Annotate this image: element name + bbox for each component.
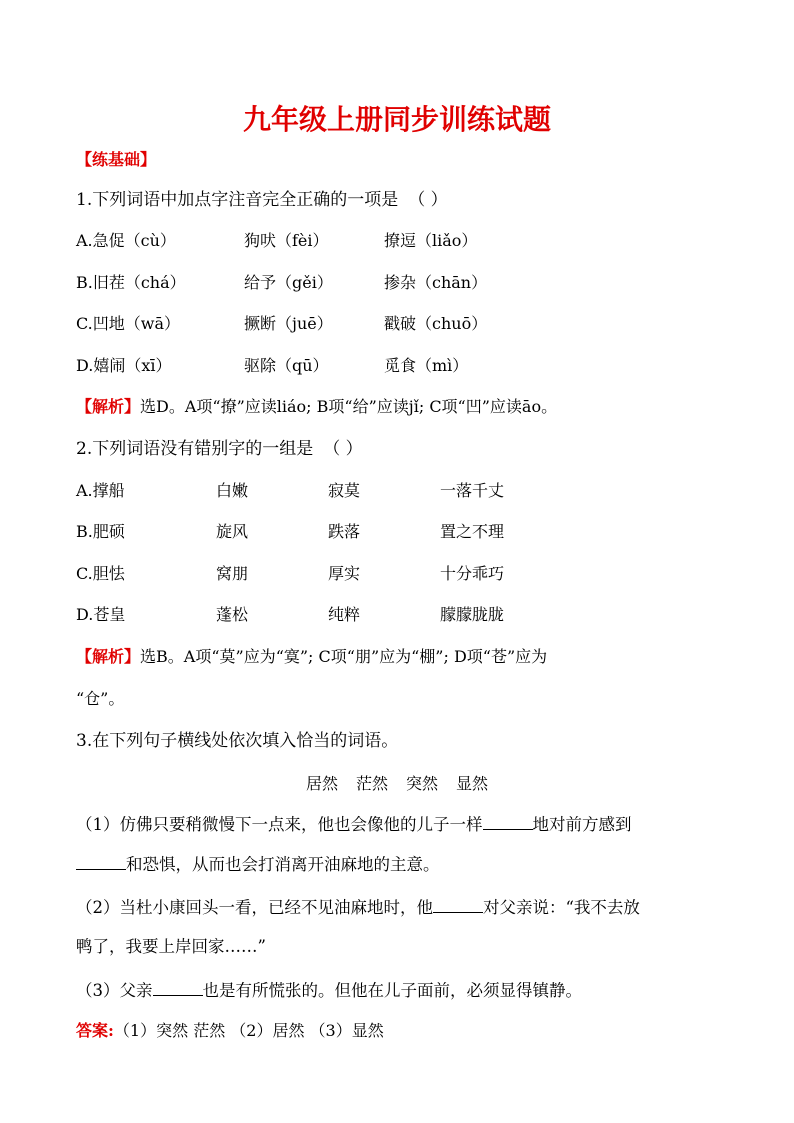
- sentence-1-part-b: 地对前方感到: [532, 815, 632, 834]
- q2-option-c-1: C.胆怯: [76, 564, 125, 583]
- sentence-3-part-a: （3）父亲: [76, 981, 153, 1000]
- fill-blank[interactable]: [433, 896, 483, 913]
- q2-option-b-1: B.肥硕: [76, 522, 125, 541]
- answer-paren: （ ）: [408, 190, 448, 210]
- sentence-1-part-c: 和恐惧，从而也会打消离开油麻地的主意。: [126, 855, 440, 874]
- q1-option-b-3: 掺杂（chān）: [384, 273, 488, 292]
- sentence-2-cont: 鸭了，我要上岸回家……”: [76, 937, 266, 956]
- q2-analysis: [76, 646, 547, 668]
- analysis-label: 【解析】: [76, 647, 141, 666]
- q1-option-d-3: 觅食（mì）: [384, 356, 469, 375]
- sentence-3: [76, 979, 582, 1002]
- answer-label: 答案:: [76, 1021, 114, 1040]
- q2-option-d-1: D.苍皇: [76, 605, 126, 624]
- q2-option-a-4: 一落千丈: [440, 481, 505, 500]
- fill-blank[interactable]: [483, 813, 533, 830]
- sentence-2: [76, 896, 640, 919]
- q2-option-a-3: 寂莫: [328, 481, 361, 500]
- analysis-text: 选B。A项“莫”应为“寞”; C项“朋”应为“棚”; D项“苍”应为: [140, 647, 548, 666]
- section-heading: 【练基础】: [76, 150, 157, 169]
- sentence-1-part-a: （1）仿佛只要稍微慢下一点来，他也会像他的儿子一样: [76, 815, 483, 834]
- sentence-2-part-b: 对父亲说：“我不去放: [483, 898, 640, 917]
- q1-option-d-1: D.嬉闹（xī）: [76, 356, 172, 375]
- q2-option-c-4: 十分乖巧: [440, 564, 505, 583]
- q2-option-d-3: 纯粹: [328, 605, 361, 624]
- fill-blank[interactable]: [153, 979, 203, 996]
- q1-option-b-2: 给予（gěi）: [244, 273, 333, 292]
- q2-option-d-2: 蓬松: [216, 605, 249, 624]
- fill-blank[interactable]: [76, 853, 126, 870]
- q1-option-a-2: 狗吠（fèi）: [244, 231, 329, 250]
- q1-option-a-1: A.急促（cù）: [76, 231, 176, 250]
- q2-option-a-2: 白嫩: [216, 481, 249, 500]
- q2-option-c-3: 厚实: [328, 564, 361, 583]
- q2-option-c-2: 窝朋: [216, 564, 249, 583]
- q2-option-b-2: 旋风: [216, 522, 249, 541]
- sentence-2-part-a: （2）当杜小康回头一看，已经不见油麻地时，他: [76, 898, 433, 917]
- word-bank-item: 茫然: [355, 774, 388, 793]
- question-2-text: 2.下列词语没有错别字的一组是: [76, 439, 314, 459]
- q1-option-a-3: 撩逗（liǎo）: [384, 231, 478, 250]
- question-2-stem: [76, 438, 363, 460]
- q1-option-c-1: C.凹地（wā）: [76, 314, 180, 333]
- q2-analysis-cont: “仓”。: [76, 689, 125, 708]
- sentence-1: [76, 813, 632, 836]
- analysis-text: 选D。A项“撩”应读liáo; B项“给”应读jǐ; C项“凹”应读āo。: [140, 397, 558, 416]
- q2-option-d-4: 朦朦胧胧: [440, 605, 505, 624]
- page-title: 九年级上册同步训练试题: [242, 103, 551, 136]
- word-bank-item: 居然: [305, 774, 338, 793]
- question-1-stem: [76, 189, 448, 211]
- sentence-3-part-b: 也是有所慌张的。但他在儿子面前，必须显得镇静。: [202, 981, 582, 1000]
- answer-text: （1）突然 茫然 （2）居然 （3）显然: [113, 1021, 384, 1040]
- q1-option-b-1: B.旧茬（chá）: [76, 273, 186, 292]
- q1-analysis: [76, 396, 557, 418]
- word-bank: [0, 771, 794, 794]
- sentence-1-cont: [76, 853, 440, 876]
- q2-option-b-4: 置之不理: [440, 522, 505, 541]
- question-1-text: 1.下列词语中加点字注音完全正确的一项是: [76, 190, 399, 210]
- word-bank-item: 显然: [456, 774, 489, 793]
- q1-option-c-2: 撅断（juē）: [244, 314, 333, 333]
- q1-option-c-3: 戳破（chuō）: [384, 314, 488, 333]
- analysis-label: 【解析】: [76, 397, 141, 416]
- question-3-stem: 3.在下列句子横线处依次填入恰当的词语。: [76, 731, 399, 751]
- answer-line: [76, 1020, 384, 1042]
- q2-option-a-1: A.撑船: [76, 481, 125, 500]
- q2-option-b-3: 跌落: [328, 522, 361, 541]
- q1-option-d-2: 驱除（qū）: [244, 356, 329, 375]
- word-bank-item: 突然: [406, 774, 439, 793]
- answer-paren: （ ）: [323, 439, 363, 459]
